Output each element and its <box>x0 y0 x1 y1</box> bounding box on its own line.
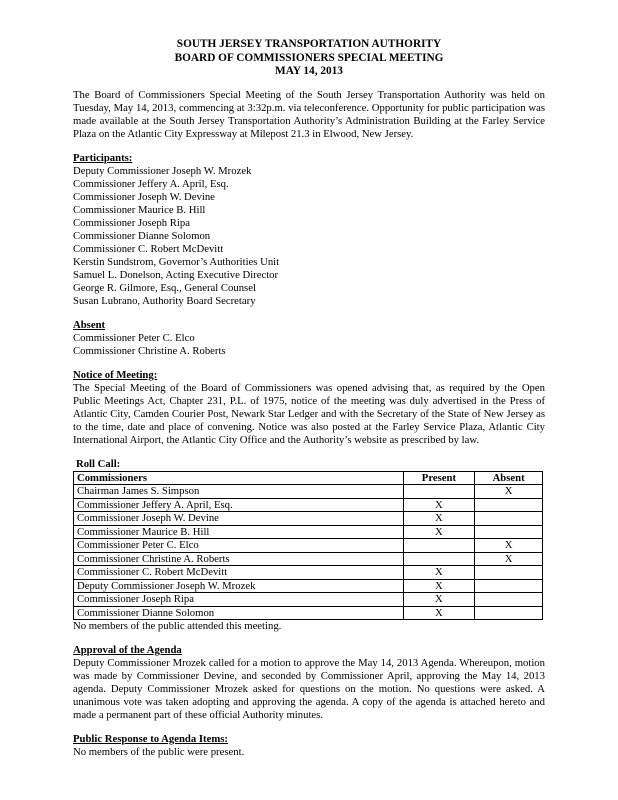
participant-item: Commissioner C. Robert McDevitt <box>73 242 224 255</box>
present-mark-cell: X <box>403 593 475 607</box>
commissioner-name-cell: Commissioner Dianne Solomon <box>74 606 404 620</box>
absent-item: Commissioner Peter C. Elco <box>73 331 195 344</box>
present-mark-cell: X <box>403 566 475 580</box>
absent-mark-cell: X <box>475 552 543 566</box>
table-row <box>74 593 543 607</box>
absent-mark-cell <box>475 566 543 580</box>
participant-item: George R. Gilmore, Esq., General Counsel <box>73 281 256 294</box>
table-row <box>74 539 543 553</box>
commissioner-name-cell: Commissioner Christine A. Roberts <box>74 552 404 566</box>
roll-call-heading: Roll Call: <box>76 457 121 470</box>
table-row <box>74 485 543 499</box>
roll-call-note: No members of the public attended this meeting. <box>73 620 282 632</box>
participant-item: Commissioner Joseph W. Devine <box>73 190 215 203</box>
absent-mark-cell <box>475 606 543 620</box>
commissioner-name-cell: Deputy Commissioner Joseph W. Mrozek <box>74 579 404 593</box>
absent-mark-cell: X <box>475 539 543 553</box>
absent-mark-cell <box>475 512 543 526</box>
participants-list <box>73 165 545 308</box>
absent-list <box>73 332 545 358</box>
present-mark-cell: X <box>403 525 475 539</box>
participant-item: Commissioner Dianne Solomon <box>73 229 211 242</box>
absent-heading: Absent <box>73 318 106 331</box>
absent-mark-cell <box>475 579 543 593</box>
roll-call-body <box>74 485 543 620</box>
participant-item: Commissioner Joseph Ripa <box>73 216 190 229</box>
public-response-section <box>73 733 545 759</box>
absent-mark-cell: X <box>475 485 543 499</box>
notice-section <box>73 369 545 447</box>
commissioner-name-cell: Commissioner Joseph Ripa <box>74 593 404 607</box>
notice-paragraph: The Special Meeting of the Board of Commissioners was opened advising that, as required by the Open Public Meetings Act, Chapter 231, P.L. of 1975, notice of the meeting was duly advertised in the Press of Atlantic City, Camden Courier Post, Newark Star Ledger and with the Secretary of the State of New Jersey as to the time, date and place of convening. Notice was also posted at the Farley Service Plaza, Atlantic City International Airport, the Atlantic City Office and the Authority’s website as prescribed by law. <box>73 381 545 446</box>
roll-call-section <box>73 458 545 634</box>
column-header-present: Present <box>403 471 475 485</box>
present-mark-cell: X <box>403 606 475 620</box>
document-page <box>73 38 545 759</box>
absent-mark-cell <box>475 498 543 512</box>
agenda-paragraph: Deputy Commissioner Mrozek called for a motion to approve the May 14, 2013 Agenda. Whereupon, motion was made by Commissioner Devine, and seconded by Commissioner April, approving the May 14, 2013 agenda. Deputy Commissioner Mrozek asked for questions on the motion. No questions were asked. A unanimous vote was taken adopting and approving the agenda. A copy of the agenda is attached hereto and made a permanent part of these official Authority minutes. <box>73 657 545 721</box>
participant-item: Kerstin Sundstrom, Governor’s Authorities Unit <box>73 255 280 268</box>
roll-call-header-row <box>74 471 543 485</box>
table-row <box>74 525 543 539</box>
commissioner-name-cell: Commissioner Joseph W. Devine <box>74 512 404 526</box>
present-mark-cell <box>403 539 475 553</box>
absent-section <box>73 319 545 358</box>
table-row <box>74 566 543 580</box>
participants-section <box>73 152 545 308</box>
table-row <box>74 552 543 566</box>
roll-call-table <box>73 471 543 621</box>
participant-item: Deputy Commissioner Joseph W. Mrozek <box>73 164 252 177</box>
commissioner-name-cell: Commissioner Peter C. Elco <box>74 539 404 553</box>
table-row <box>74 579 543 593</box>
present-mark-cell <box>403 485 475 499</box>
present-mark-cell: X <box>403 579 475 593</box>
absent-mark-cell <box>475 593 543 607</box>
absent-mark-cell <box>475 525 543 539</box>
absent-item: Commissioner Christine A. Roberts <box>73 344 226 357</box>
present-mark-cell: X <box>403 498 475 512</box>
participants-heading: Participants: <box>73 151 133 164</box>
commissioner-name-cell: Commissioner Jeffery A. April, Esq. <box>74 498 404 512</box>
column-header-absent: Absent <box>475 471 543 485</box>
table-row <box>74 498 543 512</box>
table-row <box>74 606 543 620</box>
document-header <box>73 38 545 79</box>
participant-item: Samuel L. Donelson, Acting Executive Director <box>73 268 279 281</box>
column-header-commissioners: Commissioners <box>74 471 404 485</box>
public-response-heading: Public Response to Agenda Items: <box>73 733 228 745</box>
participant-item: Commissioner Maurice B. Hill <box>73 203 206 216</box>
agenda-section <box>73 644 545 722</box>
commissioner-name-cell: Commissioner C. Robert McDevitt <box>74 566 404 580</box>
present-mark-cell: X <box>403 512 475 526</box>
notice-heading: Notice of Meeting: <box>73 368 158 381</box>
header-date: MAY 14, 2013 <box>275 65 343 77</box>
header-org-title: SOUTH JERSEY TRANSPORTATION AUTHORITY <box>176 38 442 50</box>
participant-item: Susan Lubrano, Authority Board Secretary <box>73 294 256 307</box>
commissioner-name-cell: Chairman James S. Simpson <box>74 485 404 499</box>
header-meeting-title: BOARD OF COMMISSIONERS SPECIAL MEETING <box>174 51 444 64</box>
table-row <box>74 512 543 526</box>
present-mark-cell <box>403 552 475 566</box>
public-response-paragraph: No members of the public were present. <box>73 746 245 758</box>
agenda-heading: Approval of the Agenda <box>73 644 182 656</box>
participant-item: Commissioner Jeffery A. April, Esq. <box>73 177 229 190</box>
commissioner-name-cell: Commissioner Maurice B. Hill <box>74 525 404 539</box>
intro-paragraph: The Board of Commissioners Special Meeting of the South Jersey Transportation Authority was held on Tuesday, May 14, 2013, commencing at 3:32p.m. via teleconference. Opportunity for public participation was made available at the South Jersey Transportation Authority’s Administration Building at the Farley Service Plaza on the Atlantic City Expressway at Milepost 21.3 in Elwood, New Jersey. <box>73 88 545 140</box>
